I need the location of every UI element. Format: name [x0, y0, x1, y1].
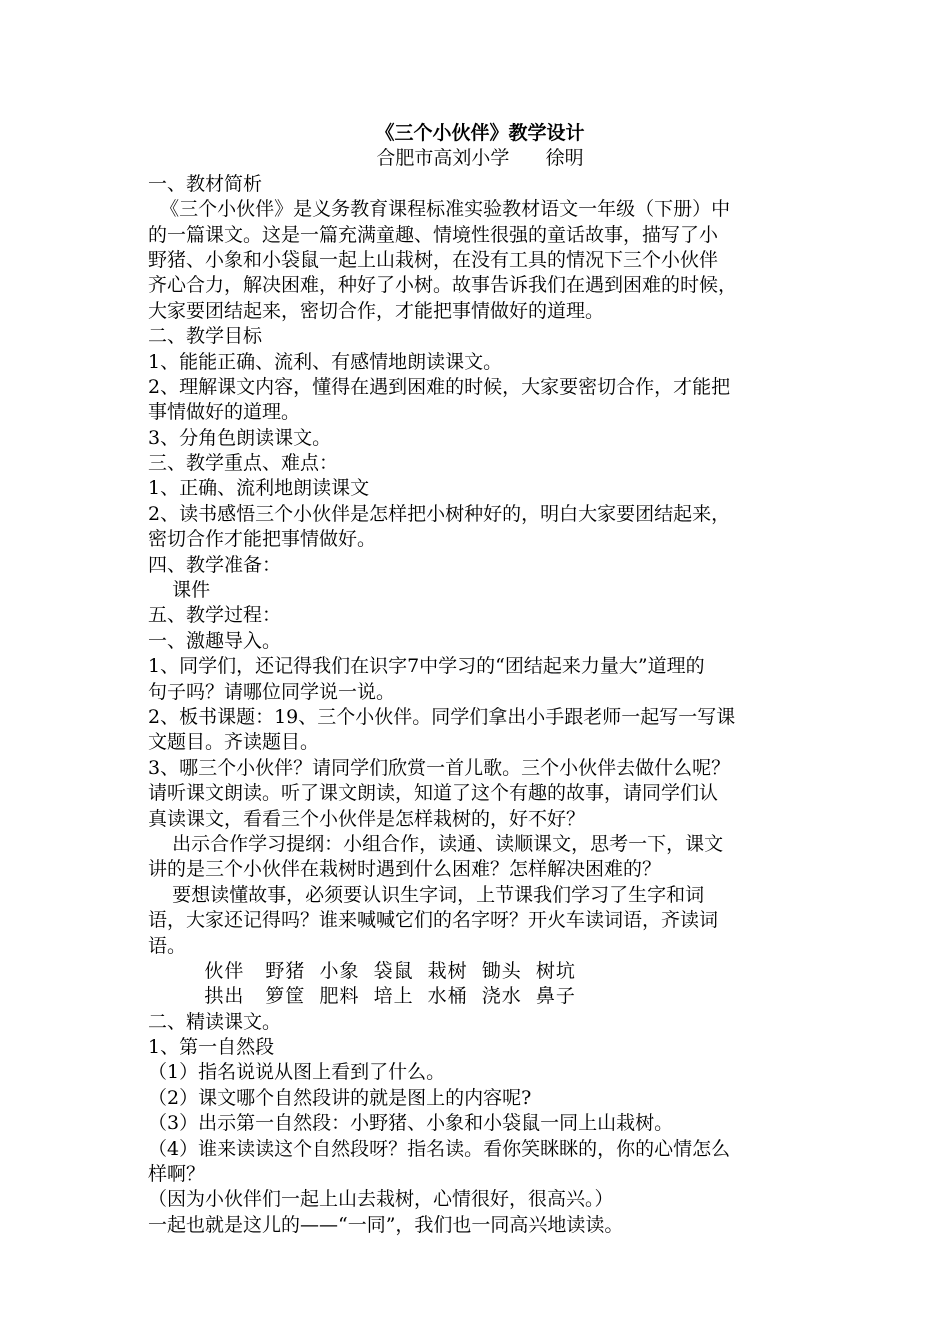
section-heading: 四、教学准备：: [148, 553, 282, 576]
paragraph-line: 语。: [148, 934, 187, 957]
paragraph-line: 样啊？: [148, 1163, 206, 1186]
paragraph-line: 一起也就是这儿的——“一同”，我们也一同高兴地读读。: [148, 1213, 624, 1236]
paragraph-line: 齐心合力，解决困难，种好了小树。故事告诉我们在遇到困难的时候，: [148, 274, 738, 297]
document-author: 合肥市高刘小学 徐明: [376, 147, 584, 170]
paragraph-line: 3、哪三个小伙伴？请同学们欣赏一首儿歌。三个小伙伴去做什么呢？: [148, 756, 731, 779]
paragraph-line: 请听课文朗读。听了课文朗读，知道了这个有趣的故事，请同学们认: [148, 782, 719, 805]
paragraph-line: 2、读书感悟三个小伙伴是怎样把小树种好的，明白大家要团结起来，: [148, 502, 731, 525]
paragraph-line: （3）出示第一自然段：小野猪、小象和小袋鼠一同上山栽树。: [148, 1112, 674, 1135]
paragraph-line: （2）课文哪个自然段讲的就是图上的内容呢?: [148, 1086, 532, 1109]
section-heading: 五、教学过程：: [148, 604, 282, 627]
section-heading: 二、精读课文。: [148, 1010, 282, 1033]
paragraph-line: 讲的是三个小伙伴在栽树时遇到什么困难？怎样解决困难的？: [148, 858, 662, 881]
section-heading: 一、教材简析: [148, 172, 263, 195]
paragraph-line: 1、同学们，还记得我们在识字7中学习的“团结起来力量大”道理的: [148, 655, 705, 678]
paragraph-line: 野猪、小象和小袋鼠一起上山栽树，在没有工具的情况下三个小伙伴: [148, 248, 719, 271]
paragraph-line: （1）指名说说从图上看到了什么。: [148, 1061, 446, 1084]
section-heading: 三、教学重点、难点：: [148, 452, 339, 475]
paragraph-line: 大家要团结起来，密切合作，才能把事情做好的道理。: [148, 299, 605, 322]
paragraph-line: 《三个小伙伴》是义务教育课程标准实验教材语文一年级（下册）中: [148, 198, 731, 221]
section-heading: 一、激趣导入。: [148, 629, 282, 652]
paragraph-line: 2、板书课题：19、三个小伙伴。同学们拿出小手跟老师一起写一写课: [148, 705, 736, 728]
paragraph-line: 1、能能正确、流利、有感情地朗读课文。: [148, 350, 503, 373]
paragraph-line: 文题目。齐读题目。: [148, 731, 320, 754]
vocabulary-row: 伙伴 野猪 小象 袋鼠 栽树 锄头 树坑: [148, 959, 576, 982]
paragraph-line: 的一篇课文。这是一篇充满童趣、情境性很强的童话故事，描写了小: [148, 223, 719, 246]
paragraph-line: 出示合作学习提纲：小组合作，读通、读顺课文，思考一下，课文: [148, 832, 724, 855]
vocabulary-row: 拱出 箩筐 肥料 培上 水桶 浇水 鼻子: [148, 985, 576, 1008]
paragraph-line: 真读课文，看看三个小伙伴是怎样栽树的，好不好？: [148, 807, 586, 830]
document-body: [148, 121, 812, 1238]
document-title: 《三个小伙伴》教学设计: [375, 122, 585, 144]
paragraph-line: 1、正确、流利地朗读课文: [148, 477, 370, 500]
section-heading: 二、教学目标: [148, 325, 263, 348]
paragraph-line: 事情做好的道理。: [148, 401, 301, 424]
paragraph-line: （因为小伙伴们一起上山去栽树，心情很好，很高兴。）: [148, 1188, 614, 1211]
paragraph-line: 语，大家还记得吗？谁来喊喊它们的名字呀？开火车读词语，齐读词: [148, 909, 719, 932]
paragraph-line: 1、第一自然段: [148, 1036, 275, 1059]
paragraph-line: 要想读懂故事，必须要认识生字词，上节课我们学习了生字和词: [148, 883, 705, 906]
paragraph-line: 3、分角色朗读课文。: [148, 426, 332, 449]
paragraph-line: 课件: [148, 579, 211, 602]
paragraph-line: 2、理解课文内容，懂得在遇到困难的时候，大家要密切合作，才能把: [148, 375, 731, 398]
paragraph-line: 句子吗？请哪位同学说一说。: [148, 680, 396, 703]
paragraph-line: 密切合作才能把事情做好。: [148, 528, 377, 551]
paragraph-line: （4）谁来读读这个自然段呀？指名读。看你笑眯眯的，你的心情怎么: [148, 1137, 731, 1160]
